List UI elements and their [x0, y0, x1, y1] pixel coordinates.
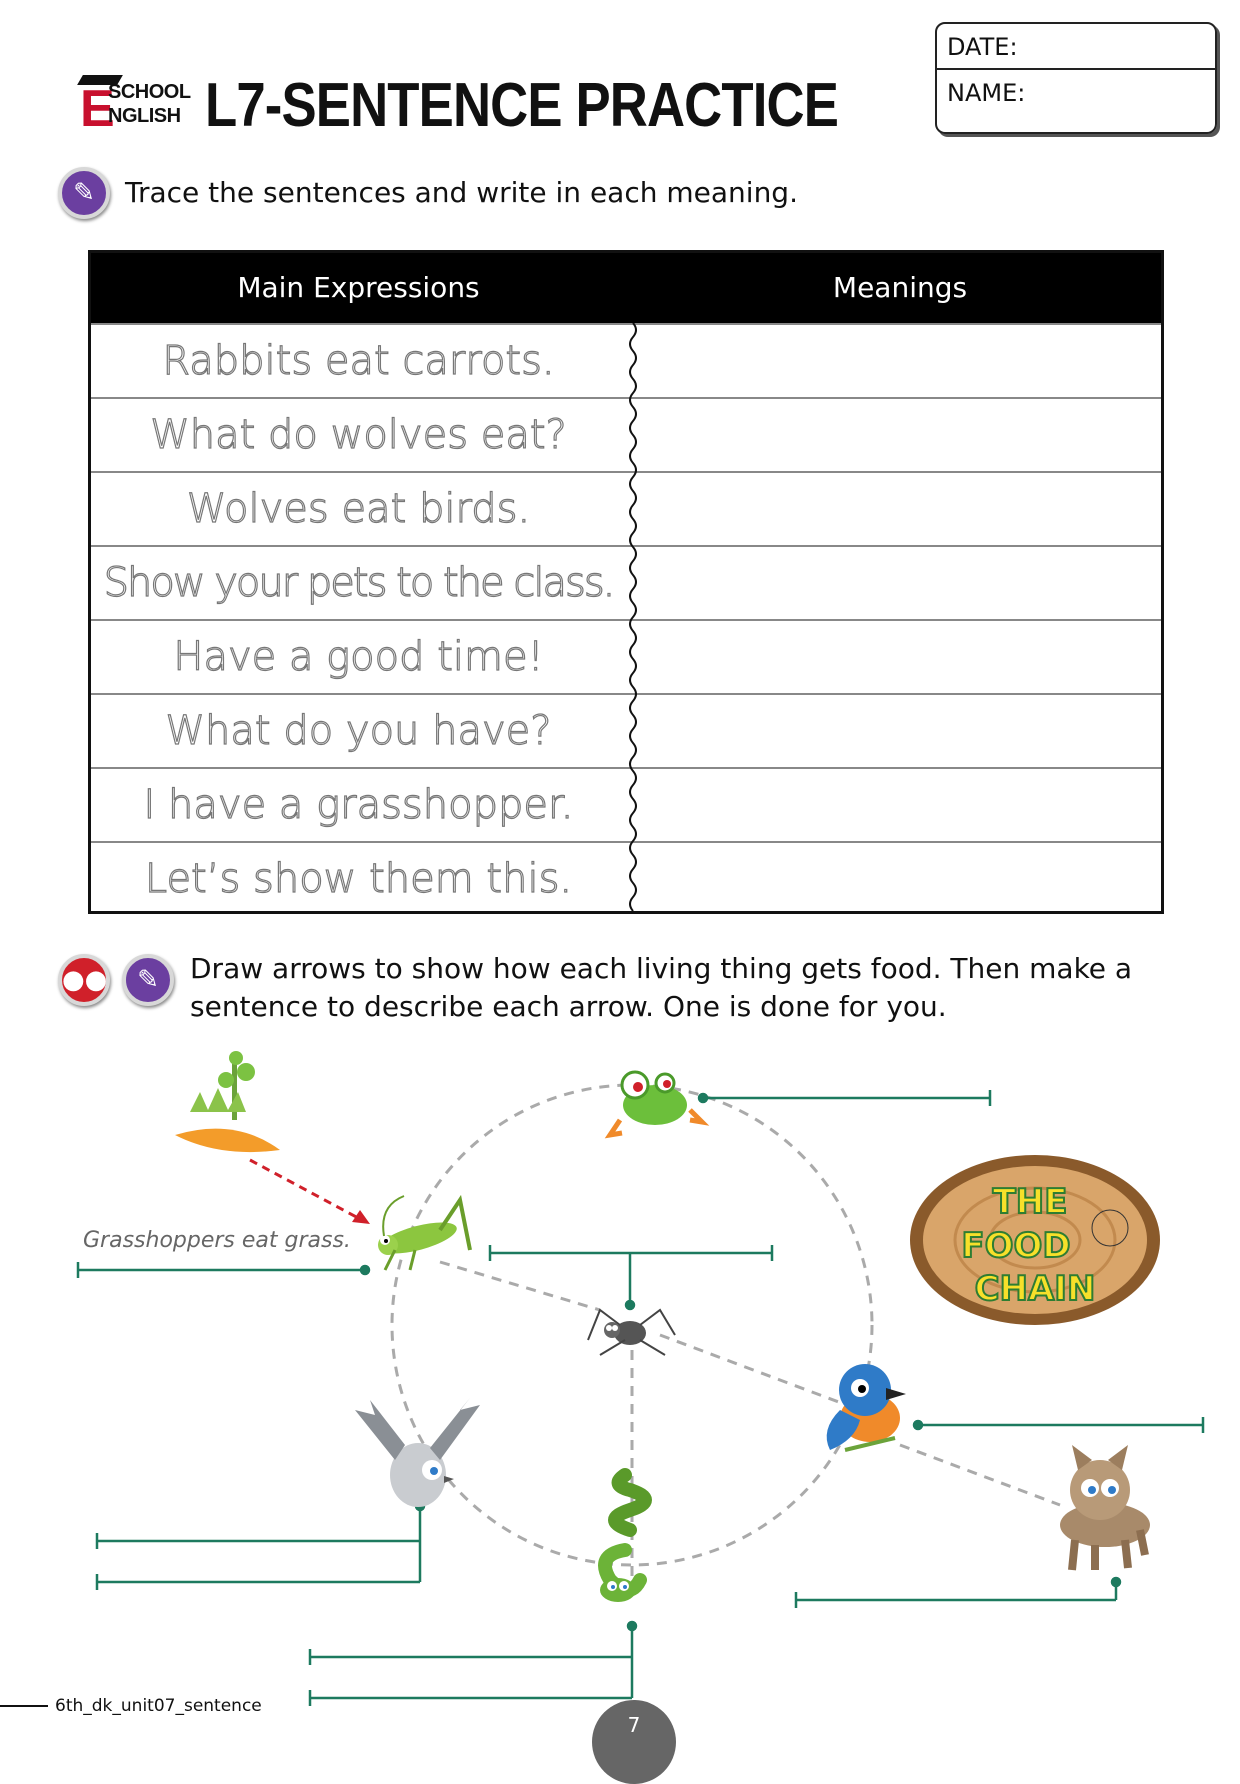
trace-sentence: Show your pets to the class. — [103, 560, 614, 606]
connector — [660, 1335, 860, 1410]
table-row[interactable] — [91, 619, 1161, 693]
eyes-icon: ●● — [58, 954, 110, 1006]
table-row[interactable] — [91, 397, 1161, 471]
name-field[interactable]: NAME: — [947, 79, 1026, 107]
trace-sentence: Have a good time! — [173, 634, 544, 680]
footer-file-label: 6th_dk_unit07_sentence — [55, 1696, 262, 1716]
food-chain-sign — [910, 1155, 1160, 1325]
table-row[interactable] — [91, 323, 1161, 397]
table-header — [91, 253, 1161, 323]
wavy-divider — [627, 323, 639, 914]
col-main-expressions: Main Expressions — [237, 271, 480, 304]
pencil-icon: ✎ — [122, 954, 174, 1006]
col-meanings: Meanings — [832, 271, 968, 304]
table-row[interactable] — [91, 767, 1161, 841]
sign-line2: FOOD — [961, 1226, 1071, 1266]
grass-carrot-icon — [175, 1051, 280, 1152]
logo-line2: NGLISH — [108, 105, 181, 127]
table-row[interactable] — [91, 471, 1161, 545]
wolf-icon — [1060, 1445, 1150, 1570]
pencil-icon: ✎ — [58, 167, 110, 219]
trace-sentence: I have a grasshopper. — [143, 782, 574, 828]
owl-icon — [355, 1398, 480, 1507]
bird-icon — [827, 1364, 906, 1450]
school-english-logo — [80, 75, 195, 138]
food-chain-diagram — [0, 1040, 1240, 1750]
section2-instruction-line2: sentence to describe each arrow. One is done for you. — [190, 990, 947, 1023]
sign-line3: CHAIN — [974, 1269, 1096, 1309]
example-arrow — [250, 1160, 362, 1220]
table-row[interactable] — [91, 841, 1161, 915]
connector — [900, 1445, 1060, 1505]
trace-sentence: What do you have? — [165, 708, 552, 754]
date-name-box — [935, 22, 1217, 134]
trace-sentence: Let’s show them this. — [144, 856, 573, 902]
grasshopper-icon — [376, 1196, 470, 1270]
example-sentence: Grasshoppers eat grass. — [83, 1228, 351, 1253]
page-number: 7 — [592, 1700, 676, 1784]
table-row[interactable] — [91, 693, 1161, 767]
logo-initial: E — [80, 80, 115, 138]
sign-line1: THE — [992, 1182, 1068, 1222]
frog-icon — [610, 1072, 702, 1135]
section1-instruction: Trace the sentences and write in each meaning. — [125, 176, 798, 209]
trace-sentence: What do wolves eat? — [150, 412, 567, 458]
logo-line1: SCHOOL — [108, 81, 191, 103]
snake-icon — [600, 1475, 645, 1602]
table-row[interactable] — [91, 545, 1161, 619]
expressions-table — [88, 250, 1164, 914]
trace-sentence: Wolves eat birds. — [186, 486, 531, 532]
page-title: L7-SENTENCE PRACTICE — [205, 71, 839, 140]
connector — [440, 1262, 600, 1310]
spider-icon — [588, 1310, 675, 1355]
date-field[interactable]: DATE: — [937, 24, 1215, 70]
section2-instruction-line1: Draw arrows to show how each living thing gets food. Then make a — [190, 952, 1133, 985]
footer-rule — [0, 1705, 48, 1707]
trace-sentence: Rabbits eat carrots. — [162, 338, 555, 384]
